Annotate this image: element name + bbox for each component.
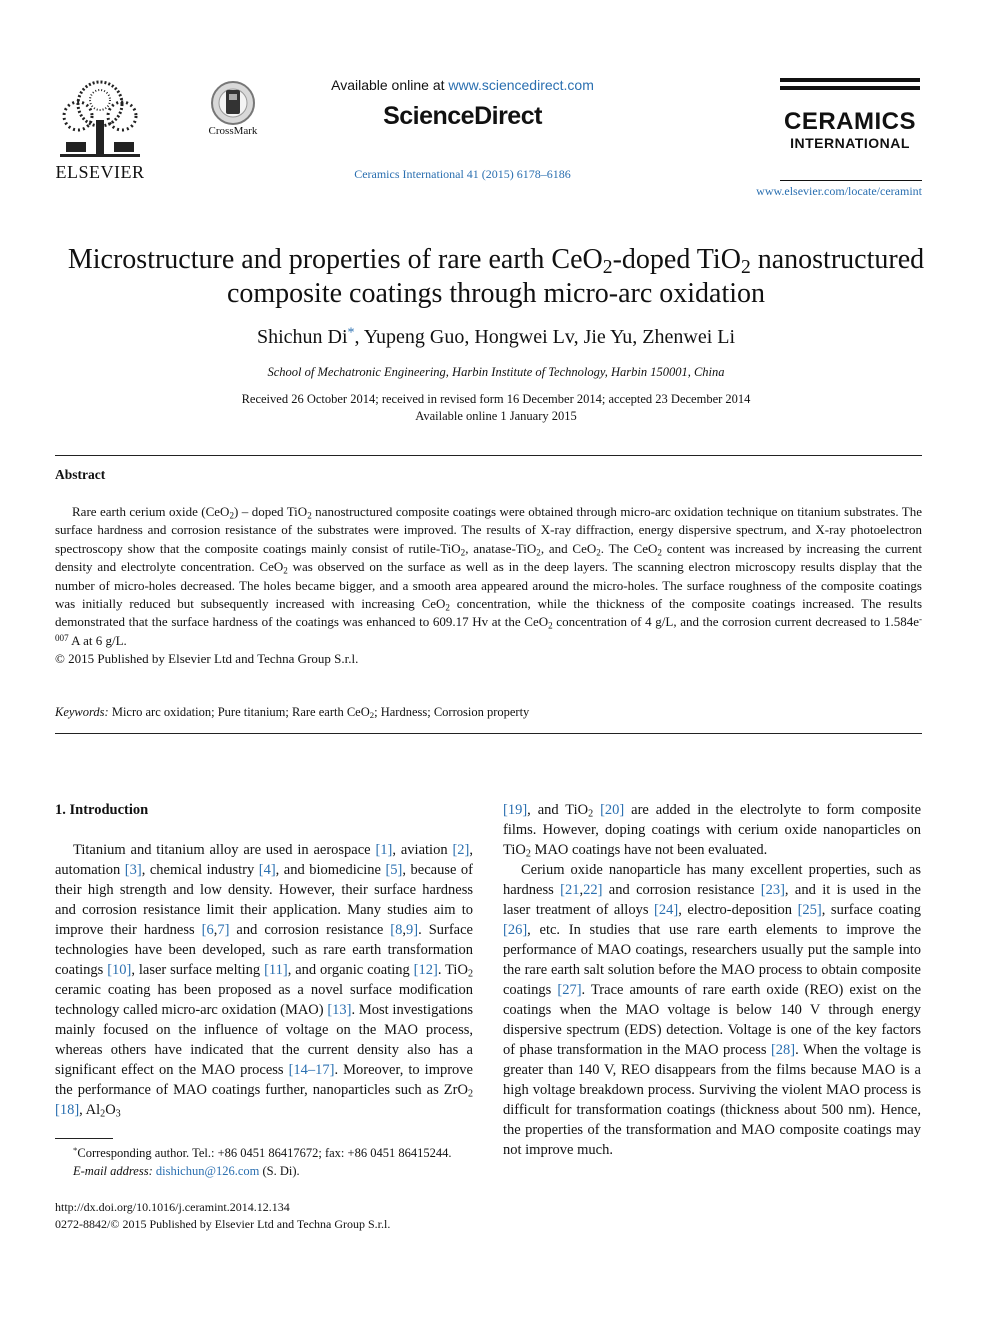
column-right: [503, 800, 921, 1160]
email-suffix: (S. Di).: [259, 1163, 300, 1178]
footnote-rule: [55, 1138, 113, 1139]
subscript: 2: [467, 968, 473, 980]
subscript: 2: [536, 547, 541, 558]
superscript: *: [73, 1145, 78, 1156]
logo-rule: [780, 86, 920, 90]
section-heading: 1. Introduction: [55, 802, 149, 818]
abstract-body: [55, 503, 922, 669]
elsevier-wordmark: ELSEVIER: [55, 162, 145, 182]
article-history: [40, 391, 952, 425]
subscript: 3: [115, 1108, 121, 1120]
intro-paragraph-2: Cerium oxide nanoparticle has many excellent properties, such as hardness [21,22] and corrosion resistance [23], and it is used in the laser treatment of alloys [24], electro-deposition [25], surface coating [26], etc. In studies that use rare earth elements to improve the performance of MAO coatings, researchers usually put the sample into the rare earth salt solution before the MAO process to obtain composite coatings [27]. Trace amounts of rare earth oxide (REO) exist on the coatings when the MAO voltage is below 140 V through energy dispersive spectrum (EDS) detection. Voltage is one of the key factors of phase transformation in the MAO process [28]. When the voltage is greater than 140 V, REO disappears from the films because MAO is a high voltage breakdown process. Surviving the violent MAO process is difficult for transformation coatings (thickness about 500 nm). Hence, the properties of the transformation and MAO composite coatings may not improve much.: [503, 862, 922, 1158]
reference-link[interactable]: 9]: [406, 922, 419, 938]
email-label: E-mail address:: [73, 1163, 153, 1178]
superscript: -007: [55, 614, 922, 643]
divider: [55, 455, 922, 456]
email-link[interactable]: dishichun@126.com: [155, 1163, 260, 1178]
reference-link[interactable]: 7]: [217, 922, 230, 938]
subscript: 2: [307, 510, 312, 521]
available-prefix: Available online at: [331, 77, 449, 93]
reference-link[interactable]: [8: [390, 922, 403, 938]
keywords-label: Keywords:: [55, 705, 109, 719]
subscript: 2: [445, 602, 450, 613]
reference-link[interactable]: [19]: [503, 802, 528, 818]
reference-link[interactable]: [23]: [760, 882, 785, 898]
reference-link[interactable]: [1]: [375, 842, 393, 858]
issn-copyright: 0272-8842/© 2015 Published by Elsevier Ltd and Techna Group S.r.l.: [55, 1216, 391, 1231]
footnote: [55, 1145, 475, 1180]
intro-paragraph-1: Titanium and titanium alloy are used in aerospace [1], aviation [2], automation [3], chemical industry [4], and biomedicine [5], because of their high strength and low density. However, their surface hardness and corrosion resistance limit their application. Many studies aim to improve their hardness [6,7] and corrosion resistance [8,9]. Surface technologies have been developed, such as rare earth transformation coatings [10], laser surface melting [11], and organic coating [12]. TiO$_2$ ceramic coating has been proposed as a novel surface modification technology called micro-arc oxidation (MAO) [13]. Most investigations mainly focused on the influence of voltage on the MAO process, whereas others have indicated that the current density also has a significant effect on the MAO process [14–17]. Moreover, to improve the performance of MAO coatings further, nanoparticles such as ZrO$_2$ [18], $Al_2O_3$: [55, 842, 474, 1120]
logo-line-1: CERAMICS: [783, 108, 916, 135]
logo-rule: [780, 78, 920, 82]
crossmark-badge[interactable]: [200, 80, 266, 140]
crossmark-icon: [200, 80, 266, 126]
subscript: 2: [229, 510, 234, 521]
subscript: 2: [740, 256, 751, 278]
reference-link[interactable]: [12]: [413, 962, 438, 978]
reference-link[interactable]: [26]: [503, 922, 528, 938]
subscript: 2: [525, 848, 531, 860]
corresponding-author: *Corresponding author. Tel.: +86 0451 86417672; fax: +86 0451 86415244.: [73, 1145, 452, 1160]
reference-link[interactable]: [18]: [55, 1102, 80, 1118]
reference-link[interactable]: [28]: [770, 1042, 796, 1058]
elsevier-logo[interactable]: [52, 80, 148, 182]
reference-link[interactable]: [4]: [258, 862, 276, 878]
reference-link[interactable]: [2]: [452, 842, 470, 858]
intro-paragraph-1-continued: [19], and TiO$_2$ [20] are added in the electrolyte to form composite films. However, doping coatings with cerium oxide nanoparticles on TiO$_2$ MAO coatings have not been evaluated.: [503, 802, 922, 860]
subscript: 2: [100, 1108, 106, 1120]
subscript: 2: [596, 547, 601, 558]
available-online: [290, 77, 635, 93]
affiliation: School of Mechatronic Engineering, Harbin Institute of Technology, Harbin 150001, China: [267, 365, 725, 379]
reference-link[interactable]: [21: [560, 882, 580, 898]
reference-link[interactable]: [24]: [654, 902, 679, 918]
column-left: [55, 800, 473, 1120]
subscript: 2: [460, 547, 466, 558]
ceramics-international-logo: [778, 78, 922, 153]
subscript: 2: [283, 565, 288, 576]
reference-link[interactable]: [3]: [124, 862, 142, 878]
received-dates: Received 26 October 2014; received in revised form 16 December 2014; accepted 23 December 2014: [241, 392, 751, 406]
subscript: 2: [467, 1088, 473, 1100]
reference-link[interactable]: [13]: [327, 1002, 352, 1018]
reference-link[interactable]: [27]: [557, 982, 582, 998]
article-title: Microstructure and properties of rare earth CeO$_2$-doped TiO$_2$ nanostructured composite coatings through micro-arc oxidation: [67, 244, 925, 309]
logo-line-2: INTERNATIONAL: [790, 135, 910, 151]
keywords-list: Micro arc oxidation; Pure titanium; Rare earth CeO$_2$; Hardness; Corrosion property: [108, 705, 530, 721]
divider: [55, 733, 922, 734]
reference-link[interactable]: [14–17]: [288, 1062, 335, 1078]
reference-link[interactable]: [5]: [385, 862, 403, 878]
page-footer: [55, 1199, 555, 1232]
subscript: 2: [369, 710, 375, 721]
subscript: 2: [657, 547, 662, 558]
crossmark-label: CrossMark: [208, 125, 258, 137]
email-line: [55, 1163, 475, 1181]
subscript: 2: [548, 620, 553, 631]
abstract-text: Rare earth cerium oxide (CeO$_2$) – doped TiO$_2$ nanostructured composite coatings were obtained through micro-arc oxidation technique on titanium substrates. The surface hardness and corrosion resistance of the substrates were improved. The results of X-ray diffraction, energy dispersive spectrum, and X-ray photoelectron spectroscopy show that the composite coatings mainly consist of rutile-TiO$_2$, anatase-TiO$_2$, and CeO$_2$. The CeO$_2$ content was increased by increasing the current density and electrolyte concentration. CeO$_2$ was observed on the surface as well as in the deep layers. The scanning electron microscopy results display that the number of micro-holes decreased. The holes became bigger, and a smooth area appeared around the micro-holes. The surface roughness of the composite coatings was initially reduced but subsequently increased with increasing CeO$_2$ concentration, while the thickness of the composite coatings increased. The results demonstrated that the surface hardness of the coatings was enhanced to 609.17 Hv at the CeO$_2$ concentration of 4 g/L, and the corrosion current decreased to $1.584e^{-007}$ A at 6 g/L.: [55, 504, 923, 648]
reference-link[interactable]: [25]: [797, 902, 822, 918]
abstract-copyright: © 2015 Published by Elsevier Ltd and Techna Group S.r.l.: [55, 651, 359, 667]
reference-link[interactable]: [11]: [264, 962, 288, 978]
superscript: *: [347, 325, 355, 341]
abstract-heading: Abstract: [55, 467, 106, 482]
author-list: Shichun Di*, Yupeng Guo, Hongwei Lv, Jie Yu, Zhenwei Li: [256, 325, 736, 348]
reference-link[interactable]: [6: [201, 922, 214, 938]
reference-link[interactable]: [20]: [600, 802, 625, 818]
elsevier-tree-icon: [56, 80, 144, 158]
journal-citation[interactable]: Ceramics International 41 (2015) 6178–6186: [354, 167, 571, 181]
sciencedirect-link[interactable]: www.sciencedirect.com: [448, 77, 594, 93]
doi-link[interactable]: http://dx.doi.org/10.1016/j.ceramint.2014.12.134: [55, 1200, 290, 1214]
available-online-date: Available online 1 January 2015: [415, 409, 577, 423]
logo-underline: [780, 180, 922, 181]
keywords: [55, 705, 922, 720]
reference-link[interactable]: [10]: [107, 962, 132, 978]
subscript: 2: [602, 256, 613, 278]
journal-homepage-link[interactable]: www.elsevier.com/locate/ceramint: [756, 184, 922, 198]
sciencedirect-wordmark: ScienceDirect: [383, 102, 542, 130]
reference-link[interactable]: 22]: [583, 882, 603, 898]
subscript: 2: [588, 808, 594, 820]
